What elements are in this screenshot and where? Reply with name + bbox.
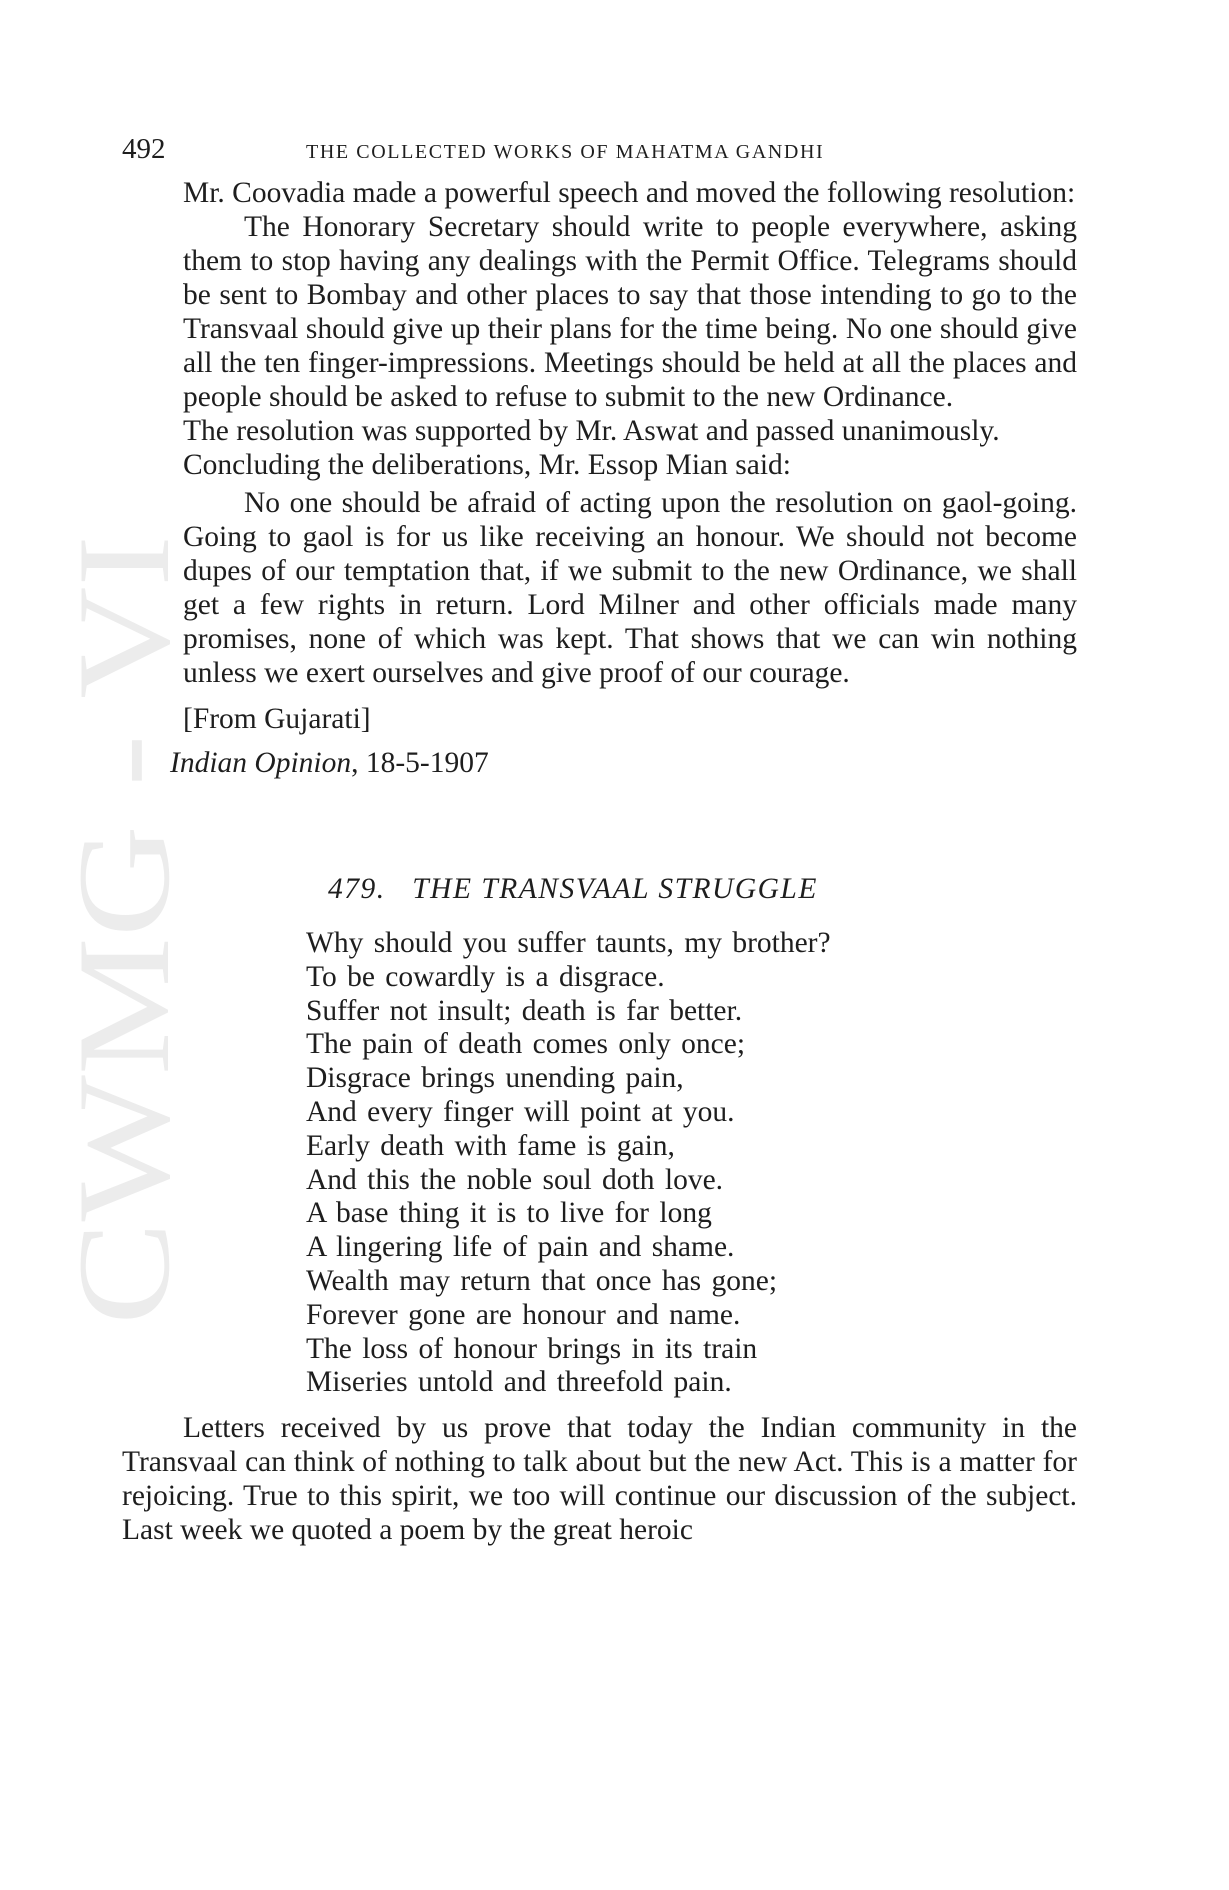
poem <box>306 926 1077 1399</box>
citation <box>170 746 1077 780</box>
poem-line: Forever gone are honour and name. <box>306 1298 741 1331</box>
poem-line: Early death with fame is gain, <box>306 1129 675 1162</box>
running-head <box>122 132 1077 166</box>
poem-line: Miseries untold and threefold pain. <box>306 1366 732 1399</box>
running-title: THE COLLECTED WORKS OF MAHATMA GANDHI <box>306 141 825 163</box>
poem-line: Disgrace brings unending pain, <box>306 1062 684 1095</box>
poem-line: A lingering life of pain and shame. <box>306 1231 735 1264</box>
page-content <box>122 132 1077 1547</box>
poem-line: And this the noble soul doth love. <box>306 1163 724 1196</box>
poem-line: Suffer not insult; death is far better. <box>306 994 743 1027</box>
poem-line: Wealth may return that once has gone; <box>306 1264 778 1297</box>
poem-line: The pain of death comes only once; <box>306 1028 746 1061</box>
watermark-text: CWMG - VI <box>50 652 197 1325</box>
poem-line: A base thing it is to live for long <box>306 1197 712 1230</box>
intro-paragraph: Mr. Coovadia made a powerful speech and moved the following resolution: <box>183 177 1076 209</box>
poem-line: The loss of honour brings in its train <box>306 1332 758 1365</box>
citation-date: , 18-5-1907 <box>351 747 489 779</box>
section-heading <box>328 872 1077 906</box>
citation-publication: Indian Opinion <box>170 747 352 779</box>
closing-paragraph: Letters received by us prove that today the Indian community in the Transvaal can think of nothing to talk about but the new Act. This is a matter for rejoicing. True to this spirit, we too will continue our discussion of the subject. Last week we quoted a poem by the great heroic <box>122 1412 1077 1547</box>
source-note: [From Gujarati] <box>183 703 371 735</box>
section-number: 479. <box>328 873 386 905</box>
supported-paragraph: The resolution was supported by Mr. Aswat and passed unanimously. <box>183 415 1000 447</box>
page-number: 492 <box>122 133 166 165</box>
section-title: THE TRANSVAAL STRUGGLE <box>412 873 818 905</box>
essop-speech-quote <box>183 486 1077 690</box>
concluding-paragraph: Concluding the deliberations, Mr. Essop Mian said: <box>183 449 791 481</box>
resolution-quote <box>183 210 1077 414</box>
resolution-text: The Honorary Secretary should write to people everywhere, asking them to stop having any dealings with the Permit Office. Telegrams should be sent to Bombay and other places to say that those intending to go to the Transvaal should give up their plans for the time being. No one should give all the ten finger-impressions. Meetings should be held at all the places and people should be asked to refuse to submit to the new Ordinance. <box>183 211 1077 413</box>
essop-speech-text: No one should be afraid of acting upon the resolution on gaol-going. Going to gaol is for us like receiving an honour. We should not become dupes of our temptation that, if we submit to the new Ordinance, we shall get a few rights in return. Lord Milner and other officials made many promises, none of which was kept. That shows that we can win nothing unless we exert ourselves and give proof of our courage. <box>183 487 1077 689</box>
poem-line: Why should you suffer taunts, my brother? <box>306 927 831 959</box>
poem-line: To be cowardly is a disgrace. <box>306 960 665 993</box>
poem-line: And every finger will point at you. <box>306 1095 735 1128</box>
